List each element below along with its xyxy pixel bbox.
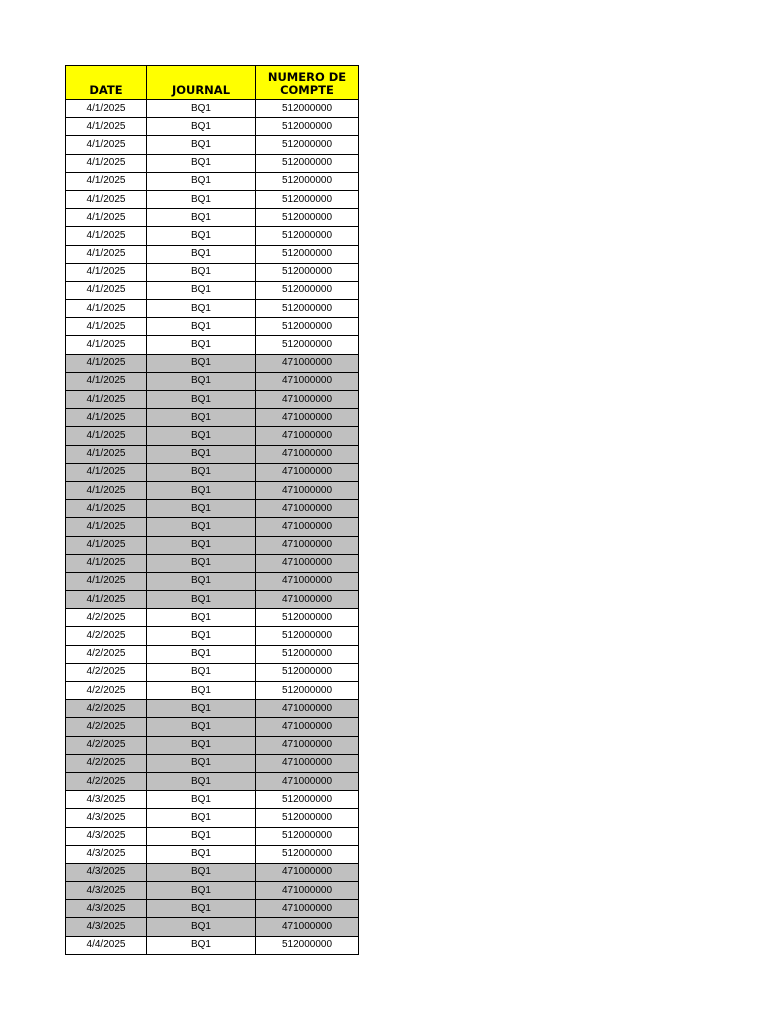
journal-cell[interactable]: BQ1	[147, 900, 256, 918]
journal-cell[interactable]: BQ1	[147, 190, 256, 208]
compte-cell[interactable]: 471000000	[256, 700, 359, 718]
journal-cell[interactable]: BQ1	[147, 718, 256, 736]
journal-cell[interactable]: BQ1	[147, 300, 256, 318]
date-cell[interactable]: 4/1/2025	[66, 190, 147, 208]
table-row	[66, 591, 359, 609]
compte-cell[interactable]: 512000000	[256, 172, 359, 190]
compte-cell[interactable]: 512000000	[256, 845, 359, 863]
journal-cell[interactable]: BQ1	[147, 500, 256, 518]
date-cell[interactable]: 4/1/2025	[66, 118, 147, 136]
date-cell[interactable]: 4/1/2025	[66, 300, 147, 318]
table-row	[66, 190, 359, 208]
compte-cell[interactable]: 471000000	[256, 572, 359, 590]
table-row	[66, 336, 359, 354]
journal-cell[interactable]: BQ1	[147, 572, 256, 590]
table-row	[66, 318, 359, 336]
compte-cell[interactable]: 471000000	[256, 718, 359, 736]
compte-cell[interactable]: 471000000	[256, 754, 359, 772]
journal-cell[interactable]: BQ1	[147, 627, 256, 645]
compte-cell[interactable]: 471000000	[256, 481, 359, 499]
table-row	[66, 736, 359, 754]
date-cell[interactable]: 4/2/2025	[66, 682, 147, 700]
table-row	[66, 827, 359, 845]
date-cell[interactable]: 4/1/2025	[66, 336, 147, 354]
journal-cell[interactable]: BQ1	[147, 682, 256, 700]
compte-cell[interactable]: 512000000	[256, 227, 359, 245]
journal-cell[interactable]: BQ1	[147, 827, 256, 845]
date-cell[interactable]: 4/3/2025	[66, 882, 147, 900]
header-date[interactable]	[66, 66, 147, 100]
date-cell[interactable]: 4/1/2025	[66, 518, 147, 536]
date-cell[interactable]: 4/1/2025	[66, 409, 147, 427]
compte-cell[interactable]: 512000000	[256, 100, 359, 118]
compte-cell[interactable]: 471000000	[256, 554, 359, 572]
table-row	[66, 118, 359, 136]
compte-cell[interactable]: 512000000	[256, 209, 359, 227]
date-cell[interactable]: 4/2/2025	[66, 736, 147, 754]
table-row	[66, 154, 359, 172]
table-row	[66, 518, 359, 536]
date-cell[interactable]: 4/2/2025	[66, 772, 147, 790]
table-row	[66, 391, 359, 409]
date-cell[interactable]: 4/1/2025	[66, 100, 147, 118]
compte-cell[interactable]: 512000000	[256, 682, 359, 700]
date-cell[interactable]: 4/1/2025	[66, 391, 147, 409]
compte-cell[interactable]: 471000000	[256, 772, 359, 790]
compte-cell[interactable]: 471000000	[256, 463, 359, 481]
journal-cell[interactable]: BQ1	[147, 609, 256, 627]
journal-cell[interactable]: BQ1	[147, 772, 256, 790]
compte-cell[interactable]: 512000000	[256, 809, 359, 827]
header-compte-label-line1: NUMERO DE	[267, 70, 347, 84]
table-row	[66, 209, 359, 227]
table-row	[66, 263, 359, 281]
journal-cell[interactable]: BQ1	[147, 554, 256, 572]
date-cell[interactable]: 4/1/2025	[66, 154, 147, 172]
journal-cell[interactable]: BQ1	[147, 172, 256, 190]
journal-cell[interactable]: BQ1	[147, 518, 256, 536]
header-numero-de-compte[interactable]	[256, 66, 359, 100]
table-row	[66, 900, 359, 918]
table-row	[66, 572, 359, 590]
journal-cell[interactable]: BQ1	[147, 427, 256, 445]
compte-cell[interactable]: 471000000	[256, 591, 359, 609]
date-cell[interactable]: 4/1/2025	[66, 463, 147, 481]
table-body	[66, 100, 359, 955]
date-cell[interactable]: 4/1/2025	[66, 445, 147, 463]
journal-cell[interactable]: BQ1	[147, 936, 256, 954]
compte-cell[interactable]: 471000000	[256, 427, 359, 445]
table-row	[66, 554, 359, 572]
journal-cell[interactable]: BQ1	[147, 118, 256, 136]
date-cell[interactable]: 4/1/2025	[66, 572, 147, 590]
table-row	[66, 663, 359, 681]
journal-cell[interactable]: BQ1	[147, 409, 256, 427]
date-cell[interactable]: 4/1/2025	[66, 281, 147, 299]
date-cell[interactable]: 4/1/2025	[66, 354, 147, 372]
date-cell[interactable]: 4/1/2025	[66, 227, 147, 245]
table-row	[66, 863, 359, 881]
journal-cell[interactable]: BQ1	[147, 336, 256, 354]
table-row	[66, 227, 359, 245]
date-cell[interactable]: 4/4/2025	[66, 936, 147, 954]
compte-cell[interactable]: 512000000	[256, 827, 359, 845]
compte-cell[interactable]: 471000000	[256, 918, 359, 936]
compte-cell[interactable]: 512000000	[256, 300, 359, 318]
date-cell[interactable]: 4/2/2025	[66, 754, 147, 772]
header-journal[interactable]	[147, 66, 256, 100]
table-row	[66, 845, 359, 863]
date-cell[interactable]: 4/1/2025	[66, 536, 147, 554]
journal-cell[interactable]: BQ1	[147, 845, 256, 863]
compte-cell[interactable]: 471000000	[256, 372, 359, 390]
journal-cell[interactable]: BQ1	[147, 209, 256, 227]
date-cell[interactable]: 4/1/2025	[66, 481, 147, 499]
compte-cell[interactable]: 512000000	[256, 190, 359, 208]
header-row	[66, 66, 359, 100]
table-row	[66, 409, 359, 427]
date-cell[interactable]: 4/3/2025	[66, 791, 147, 809]
journal-cell[interactable]: BQ1	[147, 354, 256, 372]
date-cell[interactable]: 4/1/2025	[66, 136, 147, 154]
journal-cell[interactable]: BQ1	[147, 882, 256, 900]
table-row	[66, 300, 359, 318]
table-row	[66, 281, 359, 299]
compte-cell[interactable]: 512000000	[256, 245, 359, 263]
compte-cell[interactable]: 512000000	[256, 663, 359, 681]
compte-cell[interactable]: 512000000	[256, 281, 359, 299]
header-compte-label-line2: COMPTE	[280, 83, 334, 97]
journal-cell[interactable]: BQ1	[147, 263, 256, 281]
journal-cell[interactable]: BQ1	[147, 100, 256, 118]
table-row	[66, 609, 359, 627]
journal-cell[interactable]: BQ1	[147, 281, 256, 299]
table-row	[66, 463, 359, 481]
date-cell[interactable]: 4/1/2025	[66, 591, 147, 609]
table-row	[66, 427, 359, 445]
journal-cell[interactable]: BQ1	[147, 136, 256, 154]
journal-cell[interactable]: BQ1	[147, 227, 256, 245]
journal-cell[interactable]: BQ1	[147, 445, 256, 463]
journal-cell[interactable]: BQ1	[147, 154, 256, 172]
date-cell[interactable]: 4/2/2025	[66, 718, 147, 736]
journal-cell[interactable]: BQ1	[147, 645, 256, 663]
compte-cell[interactable]: 471000000	[256, 900, 359, 918]
compte-cell[interactable]: 471000000	[256, 500, 359, 518]
journal-cell[interactable]: BQ1	[147, 245, 256, 263]
date-cell[interactable]: 4/3/2025	[66, 900, 147, 918]
journal-cell[interactable]: BQ1	[147, 463, 256, 481]
journal-cell[interactable]: BQ1	[147, 372, 256, 390]
compte-cell[interactable]: 512000000	[256, 791, 359, 809]
compte-cell[interactable]: 471000000	[256, 863, 359, 881]
compte-cell[interactable]: 512000000	[256, 336, 359, 354]
compte-cell[interactable]: 471000000	[256, 536, 359, 554]
date-cell[interactable]: 4/3/2025	[66, 845, 147, 863]
header-journal-label: JOURNAL	[171, 83, 231, 97]
journal-table	[65, 65, 359, 955]
compte-cell[interactable]: 512000000	[256, 936, 359, 954]
date-cell[interactable]: 4/2/2025	[66, 645, 147, 663]
date-cell[interactable]: 4/1/2025	[66, 172, 147, 190]
table-row	[66, 372, 359, 390]
journal-cell[interactable]: BQ1	[147, 809, 256, 827]
compte-cell[interactable]: 471000000	[256, 391, 359, 409]
table-row	[66, 536, 359, 554]
table-row	[66, 627, 359, 645]
table-row	[66, 172, 359, 190]
header-date-label: DATE	[89, 83, 123, 97]
date-cell[interactable]: 4/2/2025	[66, 663, 147, 681]
journal-cell[interactable]: BQ1	[147, 591, 256, 609]
table-row	[66, 445, 359, 463]
table-row	[66, 718, 359, 736]
date-cell[interactable]: 4/3/2025	[66, 863, 147, 881]
compte-cell[interactable]: 471000000	[256, 882, 359, 900]
compte-cell[interactable]: 471000000	[256, 736, 359, 754]
table-row	[66, 700, 359, 718]
date-cell[interactable]: 4/1/2025	[66, 263, 147, 281]
journal-cell[interactable]: BQ1	[147, 391, 256, 409]
date-cell[interactable]: 4/2/2025	[66, 609, 147, 627]
journal-cell[interactable]: BQ1	[147, 700, 256, 718]
compte-cell[interactable]: 512000000	[256, 136, 359, 154]
journal-cell[interactable]: BQ1	[147, 536, 256, 554]
date-cell[interactable]: 4/2/2025	[66, 700, 147, 718]
table-row	[66, 245, 359, 263]
table-row	[66, 682, 359, 700]
journal-cell[interactable]: BQ1	[147, 318, 256, 336]
table-row	[66, 882, 359, 900]
table-row	[66, 354, 359, 372]
table-row	[66, 500, 359, 518]
compte-cell[interactable]: 512000000	[256, 609, 359, 627]
compte-cell[interactable]: 512000000	[256, 645, 359, 663]
compte-cell[interactable]: 471000000	[256, 518, 359, 536]
date-cell[interactable]: 4/3/2025	[66, 809, 147, 827]
table-row	[66, 645, 359, 663]
table-row	[66, 481, 359, 499]
compte-cell[interactable]: 471000000	[256, 354, 359, 372]
date-cell[interactable]: 4/1/2025	[66, 500, 147, 518]
table-row	[66, 772, 359, 790]
table-row	[66, 791, 359, 809]
date-cell[interactable]: 4/1/2025	[66, 372, 147, 390]
table-row	[66, 754, 359, 772]
journal-cell[interactable]: BQ1	[147, 754, 256, 772]
compte-cell[interactable]: 512000000	[256, 627, 359, 645]
date-cell[interactable]: 4/1/2025	[66, 554, 147, 572]
compte-cell[interactable]: 512000000	[256, 263, 359, 281]
date-cell[interactable]: 4/3/2025	[66, 918, 147, 936]
journal-cell[interactable]: BQ1	[147, 918, 256, 936]
date-cell[interactable]: 4/1/2025	[66, 245, 147, 263]
compte-cell[interactable]: 512000000	[256, 118, 359, 136]
table-row	[66, 100, 359, 118]
spreadsheet-page	[65, 65, 359, 955]
compte-cell[interactable]: 471000000	[256, 445, 359, 463]
date-cell[interactable]: 4/2/2025	[66, 627, 147, 645]
date-cell[interactable]: 4/1/2025	[66, 318, 147, 336]
table-row	[66, 809, 359, 827]
compte-cell[interactable]: 512000000	[256, 318, 359, 336]
journal-cell[interactable]: BQ1	[147, 863, 256, 881]
journal-cell[interactable]: BQ1	[147, 481, 256, 499]
journal-cell[interactable]: BQ1	[147, 736, 256, 754]
compte-cell[interactable]: 512000000	[256, 154, 359, 172]
table-row	[66, 136, 359, 154]
date-cell[interactable]: 4/1/2025	[66, 427, 147, 445]
date-cell[interactable]: 4/3/2025	[66, 827, 147, 845]
table-row	[66, 936, 359, 954]
compte-cell[interactable]: 471000000	[256, 409, 359, 427]
table-row	[66, 918, 359, 936]
journal-cell[interactable]: BQ1	[147, 663, 256, 681]
journal-cell[interactable]: BQ1	[147, 791, 256, 809]
date-cell[interactable]: 4/1/2025	[66, 209, 147, 227]
